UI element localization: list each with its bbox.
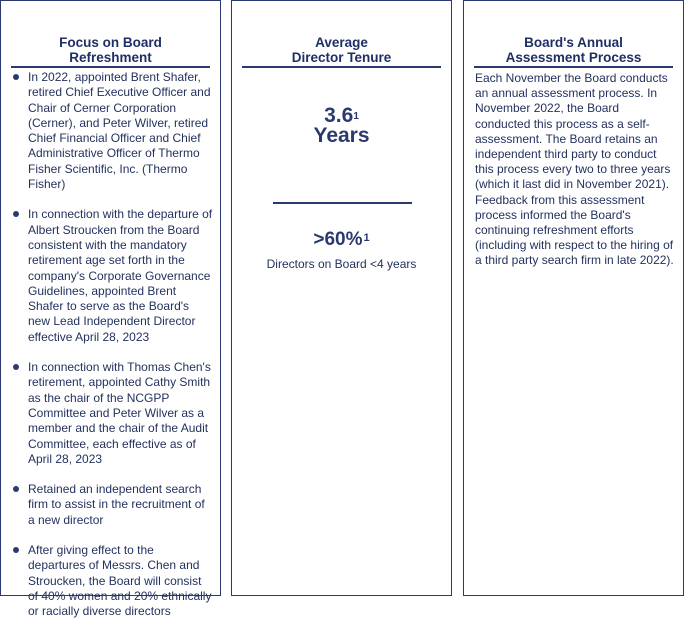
annual-assessment-title xyxy=(474,35,673,68)
bullet-text: In 2022, appointed Brent Shafer, retired Chief Executive Officer and Chair of Cerner Corporation (Cerner), and Peter Wilver, retired Chief Financial Officer and Chief Administrative Officer of Thermo Fisher Scientific, Inc. (Thermo Fisher) xyxy=(28,70,211,192)
bullet-text: In connection with Thomas Chen's retirement, appointed Cathy Smith as the chair of the NCGPP Committee and Peter Wilver as a member and the chair of the Audit Committee, each effective as of April 28, 2023 xyxy=(28,360,211,466)
board-refreshment-title-line2: Refreshment xyxy=(69,50,152,65)
tenure-footnote: 1 xyxy=(353,111,359,122)
director-tenure-title-line1: Average xyxy=(315,35,368,50)
tenure-unit: Years xyxy=(313,124,370,147)
percentage-footnote: 1 xyxy=(363,232,370,244)
annual-assessment-title-line1: Board's Annual xyxy=(524,35,623,50)
new-directors-caption: Directors on Board <4 years xyxy=(266,257,417,271)
board-refreshment-panel xyxy=(0,0,221,619)
director-tenure-title xyxy=(242,35,441,68)
bullet-text: In connection with the departure of Albert Stroucken from the Board consistent with the mandatory retirement age set forth in the company's Corporate Governance Guidelines, appointed Brent Shafer to serve as the Board's new Lead Independent Director effective April 28, 2023 xyxy=(28,207,213,344)
new-directors-percentage xyxy=(232,229,451,251)
board-refreshment-title-line1: Focus on Board xyxy=(59,35,162,50)
bullet-icon xyxy=(13,486,19,492)
list-item xyxy=(12,482,214,528)
bullet-text: Retained an independent search firm to assist in the recruitment of a new director xyxy=(28,482,205,527)
director-tenure-title-line2: Director Tenure xyxy=(291,50,392,65)
bullet-icon xyxy=(13,547,19,553)
divider xyxy=(273,202,412,204)
bullet-text: After giving effect to the departures of Messrs. Chen and Stroucken, the Board will consist of 40% women and 20% ethnically or racially diverse directors xyxy=(28,543,212,619)
board-refreshment-list xyxy=(12,70,214,635)
board-refreshment-title xyxy=(11,35,210,68)
annual-assessment-panel xyxy=(463,0,684,596)
list-item xyxy=(12,70,214,192)
list-item xyxy=(12,207,214,345)
bullet-icon xyxy=(13,211,19,217)
tenure-number: 3.6 xyxy=(324,104,354,127)
percentage-number: >60% xyxy=(313,229,363,250)
director-tenure-panel xyxy=(231,0,452,596)
annual-assessment-title-line2: Assessment Process xyxy=(505,50,642,65)
annual-assessment-body: Each November the Board conducts an annual assessment process. In November 2022, the Board conducted this process as a self-assessment. The Board retains an independent third party to conduct this process every two to three years (which it last did in November 2021). Feedback from this assessment process informed the Board's continuing refreshment efforts (including with respect to the hiring of a third party search firm in late 2022). xyxy=(475,71,674,268)
list-item xyxy=(12,360,214,467)
bullet-icon xyxy=(13,364,19,370)
bullet-icon xyxy=(13,74,19,80)
list-item xyxy=(12,543,214,619)
